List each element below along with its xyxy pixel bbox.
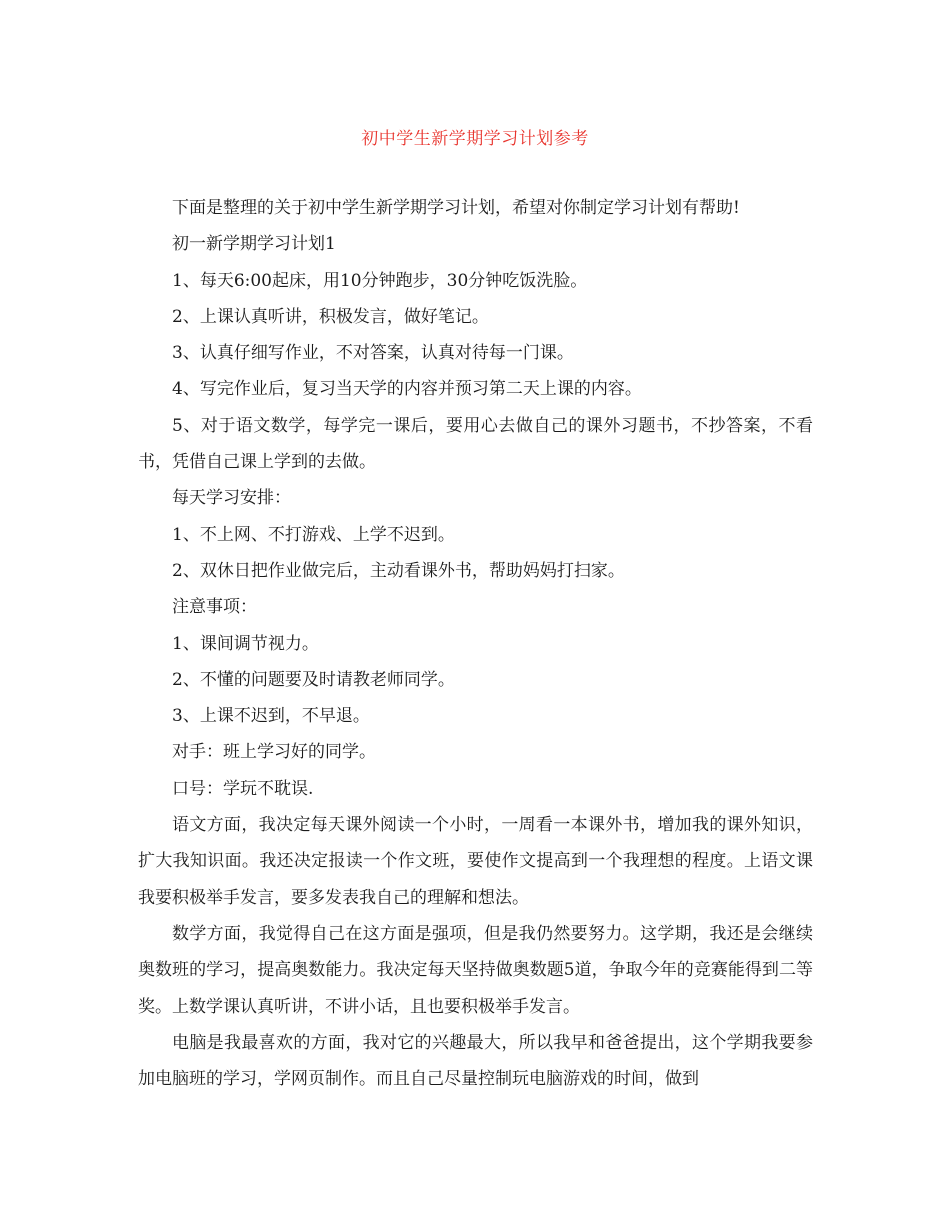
notes-item-3: 3、上课不迟到，不早退。 [172,706,370,727]
plan-item-3: 3、认真仔细写作业，不对答案，认真对待每一门课。 [172,343,574,364]
schedule-item-1: 1、不上网、不打游戏、上学不迟到。 [172,524,455,545]
computer-paragraph: 电脑是我最喜欢的方面，我对它的兴趣最大，所以我早和爸爸提出，这个学期我要参加电脑班的学习，学网页制作。而且自己尽量控制玩电脑游戏的时间，做到 [138,1032,813,1090]
schedule-item-2: 2、双休日把作业做完后，主动看课外书，帮助妈妈打扫家。 [172,560,625,581]
notes-heading: 注意事项： [172,597,257,618]
slogan-line: 口号：学玩不耽误. [172,778,314,799]
document-body [138,190,813,1097]
rival-line: 对手：班上学习好的同学。 [172,742,376,763]
daily-schedule-heading: 每天学习安排： [172,488,291,509]
intro-paragraph: 下面是整理的关于初中学生新学期学习计划，希望对你制定学习计划有帮助! [172,198,740,218]
math-paragraph: 数学方面，我觉得自己在这方面是强项，但是我仍然要努力。这学期，我还是会继续奥数班的学习，提高奥数能力。我决定每天坚持做奥数题5道，争取今年的竞赛能得到二等奖。上数学课认真听讲，不讲小话，且也要积极举手发言。 [138,923,813,1017]
plan-item-2: 2、上课认真听讲，积极发言，做好笔记。 [172,306,489,327]
notes-item-1: 1、课间调节视力。 [172,633,319,654]
document-title: 初中学生新学期学习计划参考 [361,129,589,149]
notes-item-2: 2、不懂的问题要及时请教老师同学。 [172,669,455,690]
plan-item-4: 4、写完作业后，复习当天学的内容并预习第二天上课的内容。 [172,379,642,400]
chinese-paragraph: 语文方面，我决定每天课外阅读一个小时，一周看一本课外书，增加我的课外知识，扩大我知识面。我还决定报读一个作文班，要使作文提高到一个我理想的程度。上语文课我要积极举手发言，要多发表我自己的理解和想法。 [138,815,813,908]
plan-item-1: 1、每天6:00起床，用10分钟跑步，30分钟吃饭洗脸。 [172,270,588,291]
plan-heading: 初一新学期学习计划1 [172,234,336,255]
plan-item-5: 5、对于语文数学，每学完一课后，要用心去做自己的课外习题书，不抄答案，不看书，凭借自己课上学到的去做。 [138,415,813,473]
